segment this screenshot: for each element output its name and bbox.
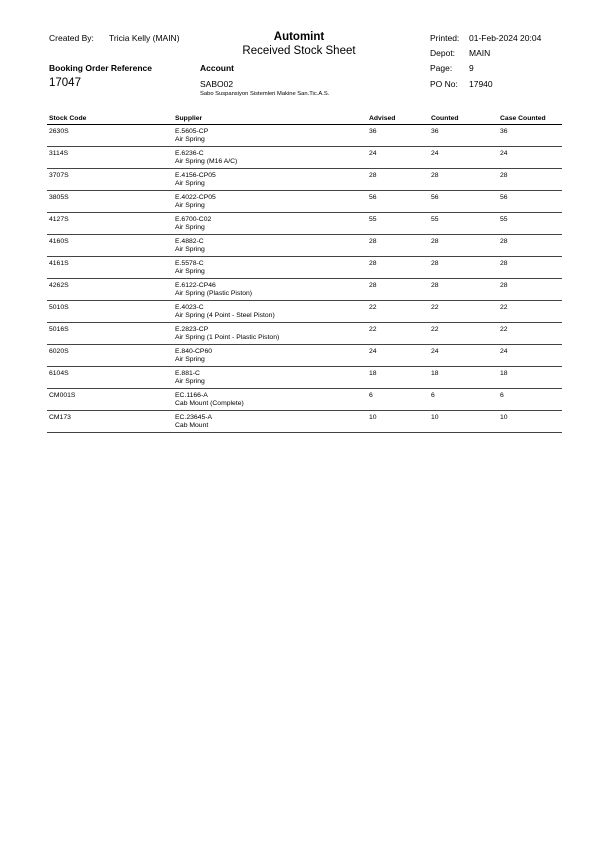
stock-code-cell: 3114S [49, 150, 69, 157]
row-divider [47, 432, 562, 433]
counted-cell: 55 [431, 216, 439, 223]
row-divider [47, 300, 562, 301]
advised-cell: 56 [369, 194, 377, 201]
booking-ref-value: 17047 [49, 77, 81, 89]
supplier-code-cell: E.840-CP60 [175, 348, 213, 355]
depot-value: MAIN [469, 48, 491, 58]
col-header-supplier: Supplier [175, 115, 203, 122]
supplier-code-cell: E.6122-CP46 [175, 282, 216, 289]
row-divider [47, 234, 562, 235]
stock-code-cell: 4262S [49, 282, 69, 289]
stock-code-cell: 4127S [49, 216, 69, 223]
case-counted-cell: 28 [500, 238, 508, 245]
advised-cell: 18 [369, 370, 377, 377]
row-divider [47, 410, 562, 411]
advised-cell: 6 [369, 392, 373, 399]
supplier-code-cell: E.5605-CP [175, 128, 209, 135]
counted-cell: 24 [431, 150, 439, 157]
header-divider [47, 124, 562, 125]
col-header-stock-code: Stock Code [49, 115, 87, 122]
item-description-cell: Air Spring [175, 246, 205, 253]
item-description-cell: Air Spring [175, 268, 205, 275]
advised-cell: 22 [369, 326, 377, 333]
account-code: SABO02 [200, 79, 234, 89]
col-header-counted: Counted [431, 115, 459, 122]
page-value: 9 [469, 63, 474, 73]
row-divider [47, 366, 562, 367]
supplier-code-cell: EC.1166-A [175, 392, 208, 399]
item-description-cell: Air Spring [175, 180, 205, 187]
supplier-code-cell: EC.23645-A [175, 414, 213, 421]
item-description-cell: Air Spring [175, 224, 205, 231]
col-header-case-counted: Case Counted [500, 115, 546, 122]
supplier-code-cell: E.4022-CP05 [175, 194, 216, 201]
row-divider [47, 190, 562, 191]
supplier-code-cell: E.4023-C [175, 304, 204, 311]
printed-label: Printed: [430, 33, 460, 43]
case-counted-cell: 22 [500, 326, 508, 333]
advised-cell: 55 [369, 216, 377, 223]
created-by-value: Tricia Kelly (MAIN) [109, 33, 180, 43]
row-divider [47, 344, 562, 345]
advised-cell: 28 [369, 260, 377, 267]
supplier-code-cell: E.6236-C [175, 150, 204, 157]
stock-code-cell: 6020S [49, 348, 69, 355]
supplier-code-cell: E.4882-C [175, 238, 204, 245]
item-description-cell: Air Spring [175, 136, 205, 143]
counted-cell: 10 [431, 414, 439, 421]
counted-cell: 18 [431, 370, 439, 377]
counted-cell: 28 [431, 282, 439, 289]
col-header-advised: Advised [369, 115, 396, 122]
report-title: Received Stock Sheet [242, 45, 356, 57]
item-description-cell: Air Spring (1 Point - Plastic Piston) [175, 334, 280, 341]
case-counted-cell: 10 [500, 414, 508, 421]
row-divider [47, 388, 562, 389]
supplier-code-cell: E.2823-CP [175, 326, 209, 333]
stock-code-cell: 4160S [49, 238, 69, 245]
counted-cell: 6 [431, 392, 435, 399]
advised-cell: 22 [369, 304, 377, 311]
advised-cell: 28 [369, 238, 377, 245]
depot-label: Depot: [430, 48, 456, 58]
case-counted-cell: 18 [500, 370, 508, 377]
po-label: PO No: [430, 79, 458, 89]
case-counted-cell: 6 [500, 392, 504, 399]
page-label: Page: [430, 63, 453, 73]
row-divider [47, 146, 562, 147]
row-divider [47, 278, 562, 279]
counted-cell: 28 [431, 238, 439, 245]
advised-cell: 24 [369, 150, 377, 157]
po-value: 17940 [469, 79, 493, 89]
counted-cell: 24 [431, 348, 439, 355]
item-description-cell: Cab Mount (Complete) [175, 400, 244, 407]
company-name: Automint [273, 31, 325, 43]
counted-cell: 22 [431, 326, 439, 333]
counted-cell: 56 [431, 194, 439, 201]
booking-ref-label: Booking Order Reference [49, 63, 152, 73]
advised-cell: 28 [369, 282, 377, 289]
advised-cell: 10 [369, 414, 377, 421]
case-counted-cell: 36 [500, 128, 508, 135]
item-description-cell: Air Spring [175, 378, 205, 385]
stock-code-cell: 5010S [49, 304, 69, 311]
item-description-cell: Air Spring (4 Point - Steel Piston) [175, 312, 275, 319]
stock-code-cell: 4161S [49, 260, 69, 267]
supplier-code-cell: E.5578-C [175, 260, 204, 267]
case-counted-cell: 56 [500, 194, 508, 201]
stock-code-cell: 3707S [49, 172, 69, 179]
created-by-label: Created By: [49, 33, 94, 43]
account-name: Sabo Suspansiyon Sistemleri Makine San.Tic.A.S. [200, 91, 330, 97]
item-description-cell: Air Spring [175, 356, 205, 363]
row-divider [47, 322, 562, 323]
case-counted-cell: 24 [500, 150, 508, 157]
item-description-cell: Air Spring (Plastic Piston) [175, 290, 253, 297]
counted-cell: 28 [431, 260, 439, 267]
item-description-cell: Air Spring [175, 202, 205, 209]
advised-cell: 24 [369, 348, 377, 355]
row-divider [47, 212, 562, 213]
case-counted-cell: 28 [500, 260, 508, 267]
stock-code-cell: 5016S [49, 326, 69, 333]
stock-code-cell: 2630S [49, 128, 69, 135]
item-description-cell: Air Spring (M16 A/C) [175, 158, 238, 165]
advised-cell: 28 [369, 172, 377, 179]
counted-cell: 28 [431, 172, 439, 179]
stock-code-cell: 3805S [49, 194, 69, 201]
account-label: Account [200, 63, 234, 73]
counted-cell: 36 [431, 128, 439, 135]
supplier-code-cell: E.4156-CP05 [175, 172, 216, 179]
supplier-code-cell: E.881-C [175, 370, 200, 377]
row-divider [47, 256, 562, 257]
printed-value: 01-Feb-2024 20:04 [469, 33, 542, 43]
case-counted-cell: 28 [500, 172, 508, 179]
case-counted-cell: 22 [500, 304, 508, 311]
case-counted-cell: 28 [500, 282, 508, 289]
case-counted-cell: 55 [500, 216, 508, 223]
stock-code-cell: CM001S [49, 392, 76, 399]
stock-code-cell: 6104S [49, 370, 69, 377]
row-divider [47, 168, 562, 169]
counted-cell: 22 [431, 304, 439, 311]
supplier-code-cell: E.6700-C02 [175, 216, 212, 223]
stock-code-cell: CM173 [49, 414, 71, 421]
case-counted-cell: 24 [500, 348, 508, 355]
item-description-cell: Cab Mount [175, 422, 209, 429]
advised-cell: 36 [369, 128, 377, 135]
